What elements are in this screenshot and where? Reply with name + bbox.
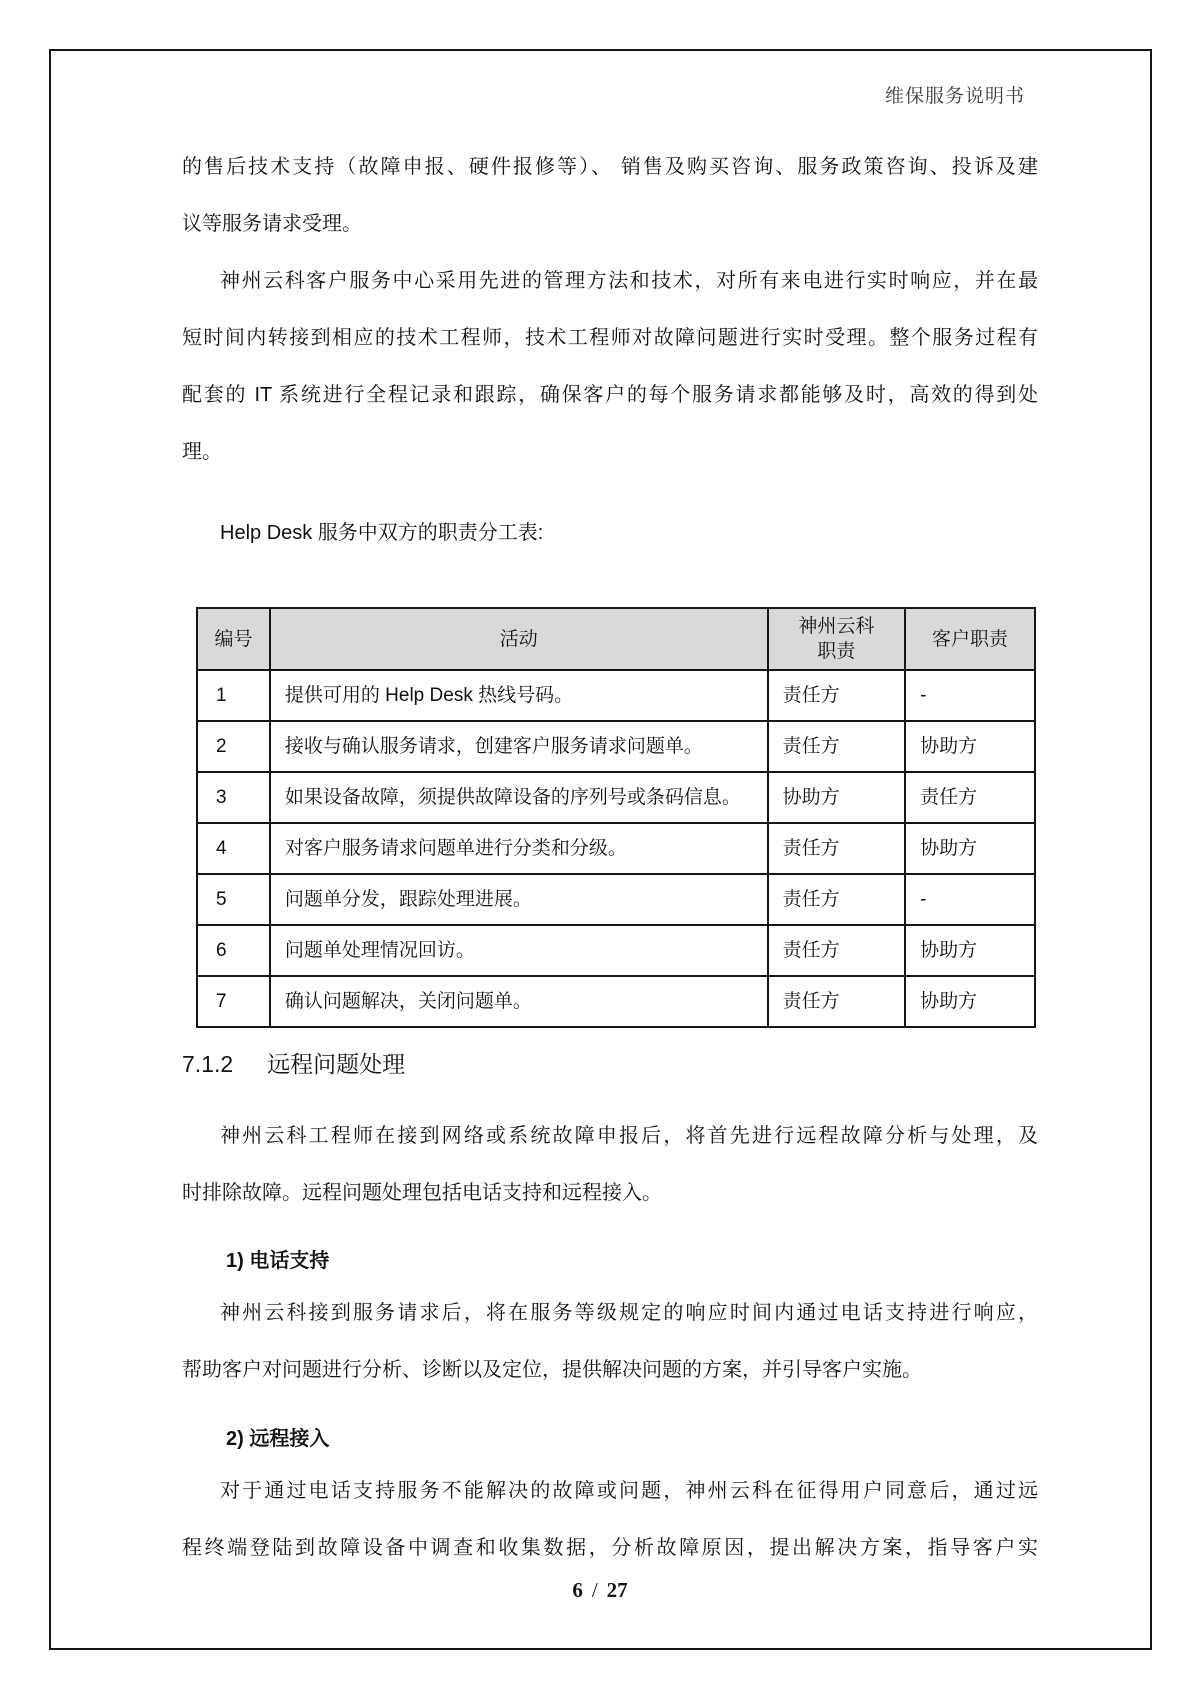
text-line: 神州云科工程师在接到网络或系统故障申报后，将首先进行远程故障分析与处理，及 bbox=[220, 1125, 1038, 1147]
table-header-cell: 客户职责 bbox=[905, 608, 1035, 670]
text-line: 时排除故障。远程问题处理包括电话支持和远程接入。 bbox=[182, 1182, 662, 1204]
table-header-cell: 活动 bbox=[270, 608, 768, 670]
heading-remote-access: 2) 远程接入 bbox=[226, 1428, 330, 1450]
para-helpdesk-intro bbox=[182, 505, 1038, 562]
table-cell: 确认问题解决，关闭问题单。 bbox=[270, 976, 768, 1027]
page-number-current: 6 bbox=[572, 1578, 583, 1602]
text-line: 短时间内转接到相应的技术工程师，技术工程师对故障问题进行实时受理。整个服务过程有 bbox=[182, 327, 1038, 349]
table-cell: 对客户服务请求问题单进行分类和分级。 bbox=[270, 823, 768, 874]
para-remote-access bbox=[182, 1463, 1038, 1577]
text-line: 配套的 IT 系统进行全程记录和跟踪，确保客户的每个服务请求都能够及时，高效的得到处 bbox=[182, 384, 1038, 406]
text-line: 的售后技术支持（故障申报、硬件报修等）、 销售及购买咨询、服务政策咨询、投诉及建 bbox=[182, 156, 1038, 178]
table-cell: 责任方 bbox=[768, 976, 905, 1027]
table-cell: 责任方 bbox=[768, 874, 905, 925]
table-cell: 责任方 bbox=[768, 670, 905, 721]
table-cell: 责任方 bbox=[768, 721, 905, 772]
table-row bbox=[197, 874, 1035, 925]
table-row bbox=[197, 772, 1035, 823]
section-title: 远程问题处理 bbox=[267, 1051, 406, 1077]
page-footer bbox=[0, 1576, 1200, 1604]
page-number-separator: / bbox=[591, 1578, 598, 1602]
table-cell: 协助方 bbox=[905, 925, 1035, 976]
table-cell: 协助方 bbox=[768, 772, 905, 823]
para-remote-intro bbox=[182, 1108, 1038, 1222]
page-number-total: 27 bbox=[606, 1578, 628, 1602]
table-cell: 责任方 bbox=[768, 925, 905, 976]
table-header-cell: 编号 bbox=[197, 608, 270, 670]
text-line: 帮助客户对问题进行分析、诊断以及定位，提供解决问题的方案，并引导客户实施。 bbox=[182, 1359, 922, 1381]
para-service-center bbox=[182, 253, 1038, 481]
para-phone-support bbox=[182, 1285, 1038, 1399]
doc-body bbox=[182, 139, 1038, 1577]
table-cell: 4 bbox=[197, 823, 270, 874]
doc-header-title: 维保服务说明书 bbox=[884, 86, 1025, 107]
table-cell: 7 bbox=[197, 976, 270, 1027]
table-header-cell: 神州云科 职责 bbox=[768, 608, 905, 670]
helpdesk-table bbox=[196, 607, 1036, 1028]
table-cell: 5 bbox=[197, 874, 270, 925]
doc-header bbox=[0, 84, 1025, 110]
text-line: 神州云科接到服务请求后，将在服务等级规定的响应时间内通过电话支持进行响应， bbox=[220, 1302, 1038, 1324]
text-line: 对于通过电话支持服务不能解决的故障或问题，神州云科在征得用户同意后，通过远 bbox=[220, 1480, 1038, 1502]
heading-7-1-2 bbox=[182, 1046, 1038, 1082]
table-cell: 责任方 bbox=[768, 823, 905, 874]
table-cell: 6 bbox=[197, 925, 270, 976]
text-line: Help Desk 服务中双方的职责分工表: bbox=[220, 522, 544, 544]
table-cell: 问题单处理情况回访。 bbox=[270, 925, 768, 976]
table-cell: 协助方 bbox=[905, 976, 1035, 1027]
section-number: 7.1.2 bbox=[182, 1051, 234, 1077]
table-cell: 问题单分发，跟踪处理进展。 bbox=[270, 874, 768, 925]
table-cell: - bbox=[905, 874, 1035, 925]
table-row bbox=[197, 721, 1035, 772]
text-line: 议等服务请求受理。 bbox=[182, 213, 362, 235]
table-cell: 如果设备故障，须提供故障设备的序列号或条码信息。 bbox=[270, 772, 768, 823]
table-header-row bbox=[197, 608, 1035, 670]
table-cell: 协助方 bbox=[905, 823, 1035, 874]
table-row bbox=[197, 823, 1035, 874]
table-cell: 接收与确认服务请求，创建客户服务请求问题单。 bbox=[270, 721, 768, 772]
table-cell: 提供可用的 Help Desk 热线号码。 bbox=[270, 670, 768, 721]
table-cell: 协助方 bbox=[905, 721, 1035, 772]
table-row bbox=[197, 670, 1035, 721]
text-line: 神州云科客户服务中心采用先进的管理方法和技术，对所有来电进行实时响应，并在最 bbox=[220, 270, 1038, 292]
table-cell: 1 bbox=[197, 670, 270, 721]
text-line: 理。 bbox=[182, 441, 222, 463]
heading-phone-support: 1) 电话支持 bbox=[226, 1250, 330, 1272]
table-cell: 3 bbox=[197, 772, 270, 823]
text-line: 程终端登陆到故障设备中调查和收集数据，分析故障原因，提出解决方案，指导客户实 bbox=[182, 1537, 1038, 1559]
table-cell: 责任方 bbox=[905, 772, 1035, 823]
table-cell: - bbox=[905, 670, 1035, 721]
table-row bbox=[197, 976, 1035, 1027]
table-row bbox=[197, 925, 1035, 976]
para-service-requests bbox=[182, 139, 1038, 253]
table-cell: 2 bbox=[197, 721, 270, 772]
